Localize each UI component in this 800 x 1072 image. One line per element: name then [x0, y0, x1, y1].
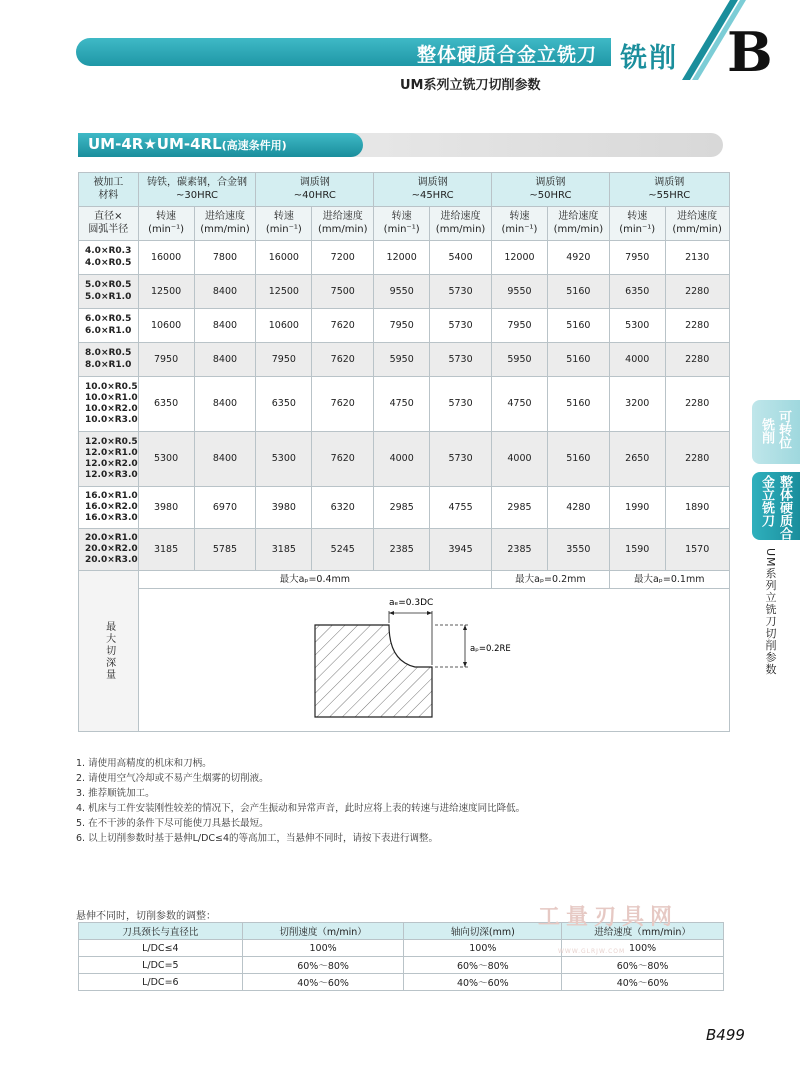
feed-value: 5160 [547, 309, 609, 343]
material-header-2: 调质钢 ~40HRC [256, 173, 374, 207]
feed-value: 1570 [665, 529, 729, 571]
speed-value: 5300 [609, 309, 665, 343]
speed-header: 转速 (min⁻¹) [138, 207, 194, 241]
speed-value: 7950 [492, 309, 548, 343]
note-item: 6. 以上切削参数时基于悬伸L/DC≤4的等高加工，当悬伸不同时，请按下表进行调整。 [76, 833, 439, 844]
speed-header: 转速 (min⁻¹) [492, 207, 548, 241]
table-row: L/DC=5 60%～80% 60%～80% 60%～80% [79, 957, 724, 974]
section-label: 铣削 [620, 43, 678, 74]
feed-header: 进给速度 (mm/min) [194, 207, 256, 241]
feed-value: 8400 [194, 343, 256, 377]
watermark-url: WWW.GLRJW.COM [558, 948, 626, 955]
adjust-header-ratio: 刀具颈长与直径比 [79, 923, 243, 940]
table-row [79, 343, 730, 377]
speed-value: 2385 [374, 529, 430, 571]
max-depth-1: 最大aₚ=0.4mm [138, 571, 491, 589]
feed-value: 2130 [665, 241, 729, 275]
speed-value: 3200 [609, 377, 665, 432]
speed-value: 7950 [138, 343, 194, 377]
depth-diagram-cell [138, 589, 729, 732]
speed-value: 3980 [138, 487, 194, 529]
feed-value: 7200 [312, 241, 374, 275]
feed-value: 5730 [430, 275, 492, 309]
speed-value: 9550 [492, 275, 548, 309]
speed-value: 4000 [374, 432, 430, 487]
feed-value: 8400 [194, 309, 256, 343]
feed-value: 7500 [312, 275, 374, 309]
material-header-5: 调质钢 ~55HRC [609, 173, 729, 207]
product-note: (高速条件用) [221, 139, 287, 152]
speed-value: 5300 [138, 432, 194, 487]
speed-value: 5300 [256, 432, 312, 487]
material-header-1: 铸铁，碳素钢，合金钢 ~30HRC [138, 173, 256, 207]
material-header-3: 调质钢 ~45HRC [374, 173, 492, 207]
feed-value: 2280 [665, 343, 729, 377]
speed-value: 7950 [609, 241, 665, 275]
feed-value: 5730 [430, 432, 492, 487]
speed-value: 3185 [138, 529, 194, 571]
speed-value: 1590 [609, 529, 665, 571]
depth-diagram [139, 589, 729, 731]
speed-value: 7950 [256, 343, 312, 377]
adjust-header-depth: 轴向切深(mm) [404, 923, 562, 940]
speed-value: 12500 [138, 275, 194, 309]
notes-list [76, 756, 525, 846]
feed-header: 进给速度 (mm/min) [430, 207, 492, 241]
speed-value: 7950 [374, 309, 430, 343]
size-cell: 12.0×R0.5 12.0×R1.0 12.0×R2.0 12.0×R3.0 [79, 432, 139, 487]
feed-value: 5245 [312, 529, 374, 571]
table-row [79, 487, 730, 529]
speed-value: 4000 [492, 432, 548, 487]
speed-value: 3980 [256, 487, 312, 529]
feed-header: 进给速度 (mm/min) [547, 207, 609, 241]
speed-value: 16000 [138, 241, 194, 275]
feed-value: 5730 [430, 343, 492, 377]
speed-header: 转速 (min⁻¹) [256, 207, 312, 241]
feed-value: 7800 [194, 241, 256, 275]
table-row [79, 377, 730, 432]
feed-value: 4755 [430, 487, 492, 529]
speed-value: 4750 [492, 377, 548, 432]
speed-value: 16000 [256, 241, 312, 275]
chapter-letter: B [727, 20, 773, 84]
size-cell: 10.0×R0.5 10.0×R1.0 10.0×R2.0 10.0×R3.0 [79, 377, 139, 432]
speed-value: 5950 [492, 343, 548, 377]
side-tab-solid-carbide[interactable] [752, 472, 800, 540]
feed-value: 3945 [430, 529, 492, 571]
feed-value: 2280 [665, 309, 729, 343]
size-cell: 6.0×R0.5 6.0×R1.0 [79, 309, 139, 343]
cutting-parameters-table [78, 172, 730, 732]
speed-value: 10600 [256, 309, 312, 343]
table-row [79, 432, 730, 487]
page-number: B499 [706, 1026, 745, 1044]
ap-label: aₚ=0.2RE [469, 644, 511, 654]
feed-value: 7620 [312, 432, 374, 487]
speed-value: 4750 [374, 377, 430, 432]
max-depth-2: 最大aₚ=0.2mm [492, 571, 610, 589]
table-row [79, 241, 730, 275]
note-item: 5. 在不干涉的条件下尽可能使刀具悬长最短。 [76, 818, 269, 829]
size-cell: 4.0×R0.3 4.0×R0.5 [79, 241, 139, 275]
table-row [79, 529, 730, 571]
adjust-header-feed: 进给速度（mm/min） [562, 923, 724, 940]
speed-value: 9550 [374, 275, 430, 309]
max-depth-label: 最大切深量 [79, 571, 139, 732]
feed-value: 7620 [312, 377, 374, 432]
side-tab-solid-line2: 整体硬质合 [777, 475, 792, 540]
feed-value: 5730 [430, 377, 492, 432]
feed-value: 8400 [194, 377, 256, 432]
feed-value: 5160 [547, 343, 609, 377]
feed-value: 8400 [194, 275, 256, 309]
feed-value: 1890 [665, 487, 729, 529]
side-tab-indexable[interactable] [752, 400, 800, 464]
feed-value: 4280 [547, 487, 609, 529]
feed-header: 进给速度 (mm/min) [312, 207, 374, 241]
note-item: 1. 请使用高精度的机床和刀柄。 [76, 758, 212, 769]
corner-size: 直径× 圆弧半径 [79, 207, 139, 241]
feed-value: 5160 [547, 432, 609, 487]
adjust-title: 悬伸不同时，切削参数的调整： [76, 911, 216, 922]
table-row: L/DC=6 40%～60% 40%～60% 40%～60% [79, 974, 724, 991]
speed-value: 12500 [256, 275, 312, 309]
side-tab-solid-line1: 金立铣刀 [759, 475, 774, 527]
table-row [79, 309, 730, 343]
side-tab-indexable-line1: 铣削 [759, 418, 774, 444]
corner-material: 被加工 材料 [79, 173, 139, 207]
feed-value: 7620 [312, 309, 374, 343]
feed-value: 5160 [547, 275, 609, 309]
speed-value: 2650 [609, 432, 665, 487]
watermark-logo: 工量刃具网 [538, 905, 679, 930]
max-depth-3: 最大aₚ=0.1mm [609, 571, 729, 589]
speed-header: 转速 (min⁻¹) [374, 207, 430, 241]
page-subtitle: UM系列立铣刀切削参数 [400, 78, 541, 93]
speed-value: 6350 [609, 275, 665, 309]
feed-value: 5160 [547, 377, 609, 432]
size-cell: 8.0×R0.5 8.0×R1.0 [79, 343, 139, 377]
feed-value: 6970 [194, 487, 256, 529]
feed-value: 5785 [194, 529, 256, 571]
size-cell: 16.0×R1.0 16.0×R2.0 16.0×R3.0 [79, 487, 139, 529]
side-vertical-title: UM系列立铣刀切削参数 [764, 548, 777, 676]
speed-value: 10600 [138, 309, 194, 343]
feed-value: 2280 [665, 377, 729, 432]
page-title: 整体硬质合金立铣刀 [416, 44, 597, 66]
speed-value: 2985 [374, 487, 430, 529]
adjust-header-speed: 切削速度（m/min） [242, 923, 404, 940]
speed-value: 4000 [609, 343, 665, 377]
overhang-adjust-table [78, 922, 724, 991]
ae-label: aₑ=0.3DC [388, 598, 433, 608]
speed-value: 3185 [256, 529, 312, 571]
table-row [79, 275, 730, 309]
title-banner [76, 38, 611, 66]
size-cell: 5.0×R0.5 5.0×R1.0 [79, 275, 139, 309]
speed-header: 转速 (min⁻¹) [609, 207, 665, 241]
table-row: L/DC≤4 100% 100% 100% [79, 940, 724, 957]
speed-value: 12000 [374, 241, 430, 275]
speed-value: 1990 [609, 487, 665, 529]
speed-value: 2385 [492, 529, 548, 571]
product-tag [78, 133, 363, 157]
speed-value: 6350 [138, 377, 194, 432]
speed-value: 2985 [492, 487, 548, 529]
speed-value: 6350 [256, 377, 312, 432]
feed-value: 5400 [430, 241, 492, 275]
feed-value: 8400 [194, 432, 256, 487]
product-name: UM-4R★UM-4RL [88, 135, 222, 153]
speed-value: 12000 [492, 241, 548, 275]
feed-value: 3550 [547, 529, 609, 571]
feed-value: 2280 [665, 275, 729, 309]
material-header-4: 调质钢 ~50HRC [492, 173, 610, 207]
speed-value: 5950 [374, 343, 430, 377]
feed-header: 进给速度 (mm/min) [665, 207, 729, 241]
feed-value: 6320 [312, 487, 374, 529]
size-cell: 20.0×R1.0 20.0×R2.0 20.0×R3.0 [79, 529, 139, 571]
feed-value: 4920 [547, 241, 609, 275]
note-item: 2. 请使用空气冷却或不易产生烟雾的切削液。 [76, 773, 269, 784]
note-item: 3. 推荐顺铣加工。 [76, 788, 155, 799]
side-tab-indexable-line2: 可转位 [776, 410, 791, 449]
note-item: 4. 机床与工件安装刚性较差的情况下，会产生振动和异常声音，此时应将上表的转速与进给速度同比降低。 [76, 803, 526, 814]
feed-value: 7620 [312, 343, 374, 377]
feed-value: 2280 [665, 432, 729, 487]
feed-value: 5730 [430, 309, 492, 343]
